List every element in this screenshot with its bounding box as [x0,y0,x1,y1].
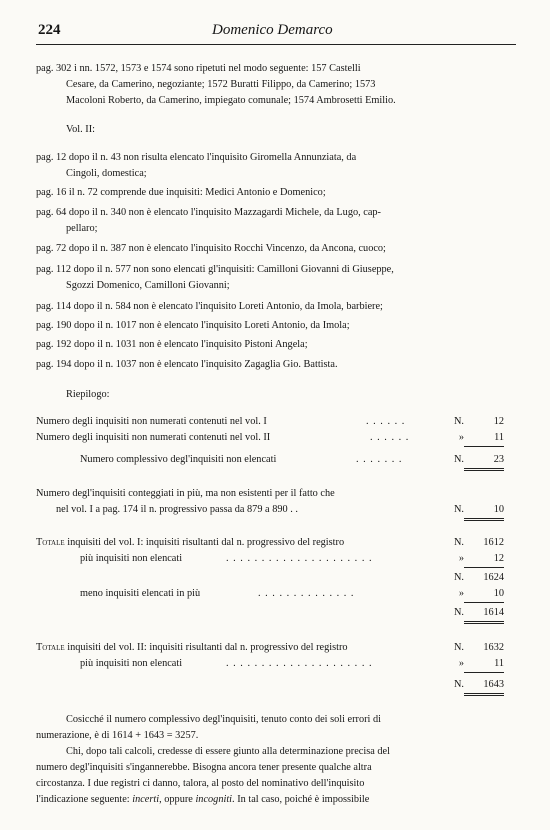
entry-line: pag. 112 dopo il n. 577 non sono elencati gl'inquisiti: Camilloni Giovanni di Giuseppe, [36,264,394,275]
summary-value: 10 [464,586,504,603]
summary-mark: » [458,658,464,669]
text-line: numerazione, è di 1614 + 1643 = 3257. [36,730,199,741]
summary-value: 12 [493,416,504,427]
leader-dots: . . . . . . . . . . . . . . . . . . . . . [226,553,373,564]
italic-term: incogniti [195,794,233,805]
running-title: Domenico Demarco [212,22,333,38]
summary-mark: N. [453,572,464,583]
summary-value: 11 [464,656,504,673]
summary-label: nel vol. I a pag. 174 il n. progressivo passa da 879 a 890 . . [56,504,298,515]
leader-dots: . . . . . . [370,432,410,443]
leader-dots: . . . . . . [366,416,406,427]
text-line: pag. 302 i nn. 1572, 1573 e 1574 sono ripetuti nel modo seguente: 157 Castelli [36,63,361,74]
entry-line: pag. 114 dopo il n. 584 non è elencato l'inquisito Loreti Antonio, da Imola, barbiere; [36,301,383,312]
italic-term: incerti [132,794,160,805]
summary-mark: N. [453,679,464,690]
entry-line: pag. 194 dopo il n. 1037 non è elencato l'inquisito Zagaglia Gio. Battista. [36,359,338,370]
summary-label: Numero degl'inquisiti conteggiati in più, ma non esistenti per il fatto che [36,488,335,499]
summary-row-total-unlisted [36,452,504,468]
summary-value: 11 [464,430,504,447]
text-line: circostanza. I due registri ci danno, talora, al posto del nominativo dell'inquisito [36,778,365,789]
summary-mark: » [458,553,464,564]
entry-line: pellaro; [66,223,98,234]
summary-value: 10 [464,502,504,521]
text-line: Cesare, da Camerino, negoziante; 1572 Buratti Filippo, da Camerino; 1573 [66,79,376,90]
text-span: . In tal caso, poiché è impossibile [232,794,370,805]
total-vol1-subtotal-row [36,570,504,586]
text-span: l'indicazione seguente: [36,794,133,805]
summary-value: 1614 [464,605,504,624]
total-vol1-final-row [36,605,504,621]
summary-value: 1624 [483,572,504,583]
totale-word: Totale [36,642,65,653]
total-label: inquisiti del vol. II: inquisiti risultanti dal n. progressivo del registro [64,642,348,653]
total-vol1-row [36,535,504,551]
summary-row-overcount [36,502,504,518]
total-vol2-row [36,640,504,656]
summary-mark: N. [453,642,464,653]
summary-label: più inquisiti non elencati [80,553,183,564]
summary-value: 23 [464,452,504,471]
summary-row-vol2 [36,430,504,446]
total-vol1-minus-row [36,586,504,602]
summary-label: più inquisiti non elencati [80,658,183,669]
page-header [0,0,550,45]
text-line: numero degl'inquisiti s'ingannerebbe. Bisogna ancora tener presente qualche altra [36,762,372,773]
summary-mark: » [458,432,464,443]
leader-dots: . . . . . . . [356,454,403,465]
text-line: Chi, dopo tali calcoli, credesse di essere giunto alla determinazione precisa del [66,746,390,757]
summary-label: meno inquisiti elencati in più [80,588,201,599]
summary-label [36,535,344,551]
summary-mark: N. [453,537,464,548]
total-vol2-final-row [36,677,504,693]
page-number: 224 [38,22,61,38]
summary-mark: N. [453,504,464,515]
entry-line: Cingoli, domestica; [66,168,147,179]
summary-value: 1612 [483,537,504,548]
volume-heading: Vol. II: [66,124,95,135]
total-vol2-plus-row [36,656,504,672]
summary-label: Numero complessivo degl'inquisiti non elencati [80,454,277,465]
text-line [36,792,369,808]
entry-line: pag. 72 dopo il n. 387 non è elencato l'inquisito Rocchi Vincenzo, da Ancona, cuoco; [36,243,386,254]
total-vol1-plus-row [36,551,504,567]
text-line: Macoloni Roberto, da Camerino, impiegato comunale; 1574 Ambrosetti Emilio. [66,95,396,106]
summary-mark: N. [453,607,464,618]
total-label: inquisiti del vol. I: inquisiti risultanti dal n. progressivo del registro [64,537,345,548]
entry-line: Sgozzi Domenico, Camilloni Giovanni; [66,280,230,291]
summary-label: Numero degli inquisiti non numerati contenuti nel vol. II [36,432,271,443]
entry-line: pag. 64 dopo il n. 340 non è elencato l'inquisito Mazzagardi Michele, da Lugo, cap- [36,207,381,218]
summary-label: Numero degli inquisiti non numerati contenuti nel vol. I [36,416,267,427]
entry-line: pag. 12 dopo il n. 43 non risulta elencato l'inquisito Giromella Annunziata, da [36,152,357,163]
summary-value: 1643 [464,677,504,696]
entry-line: pag. 16 il n. 72 comprende due inquisiti: Medici Antonio e Domenico; [36,187,326,198]
leader-dots: . . . . . . . . . . . . . . . . . . . . . [226,658,373,669]
summary-value: 1632 [483,642,504,653]
summary-value: 12 [464,551,504,568]
entry-line: pag. 190 dopo il n. 1017 non è elencato l'inquisito Loreti Antonio, da Imola; [36,320,350,331]
summary-mark: » [458,588,464,599]
summary-mark: N. [453,416,464,427]
summary-label [36,640,348,656]
leader-dots: . . . . . . . . . . . . . . [258,588,355,599]
header-rule [36,44,516,45]
totale-word: Totale [36,537,65,548]
text-span: , oppure [159,794,196,805]
riepilogo-heading: Riepilogo: [66,389,110,400]
summary-row-vol1 [36,414,504,430]
entry-line: pag. 192 dopo il n. 1031 non è elencato l'inquisito Pistoni Angela; [36,339,308,350]
text-line: Cosicché il numero complessivo degl'inquisiti, tenuto conto dei soli errori di [66,714,382,725]
summary-mark: N. [453,454,464,465]
